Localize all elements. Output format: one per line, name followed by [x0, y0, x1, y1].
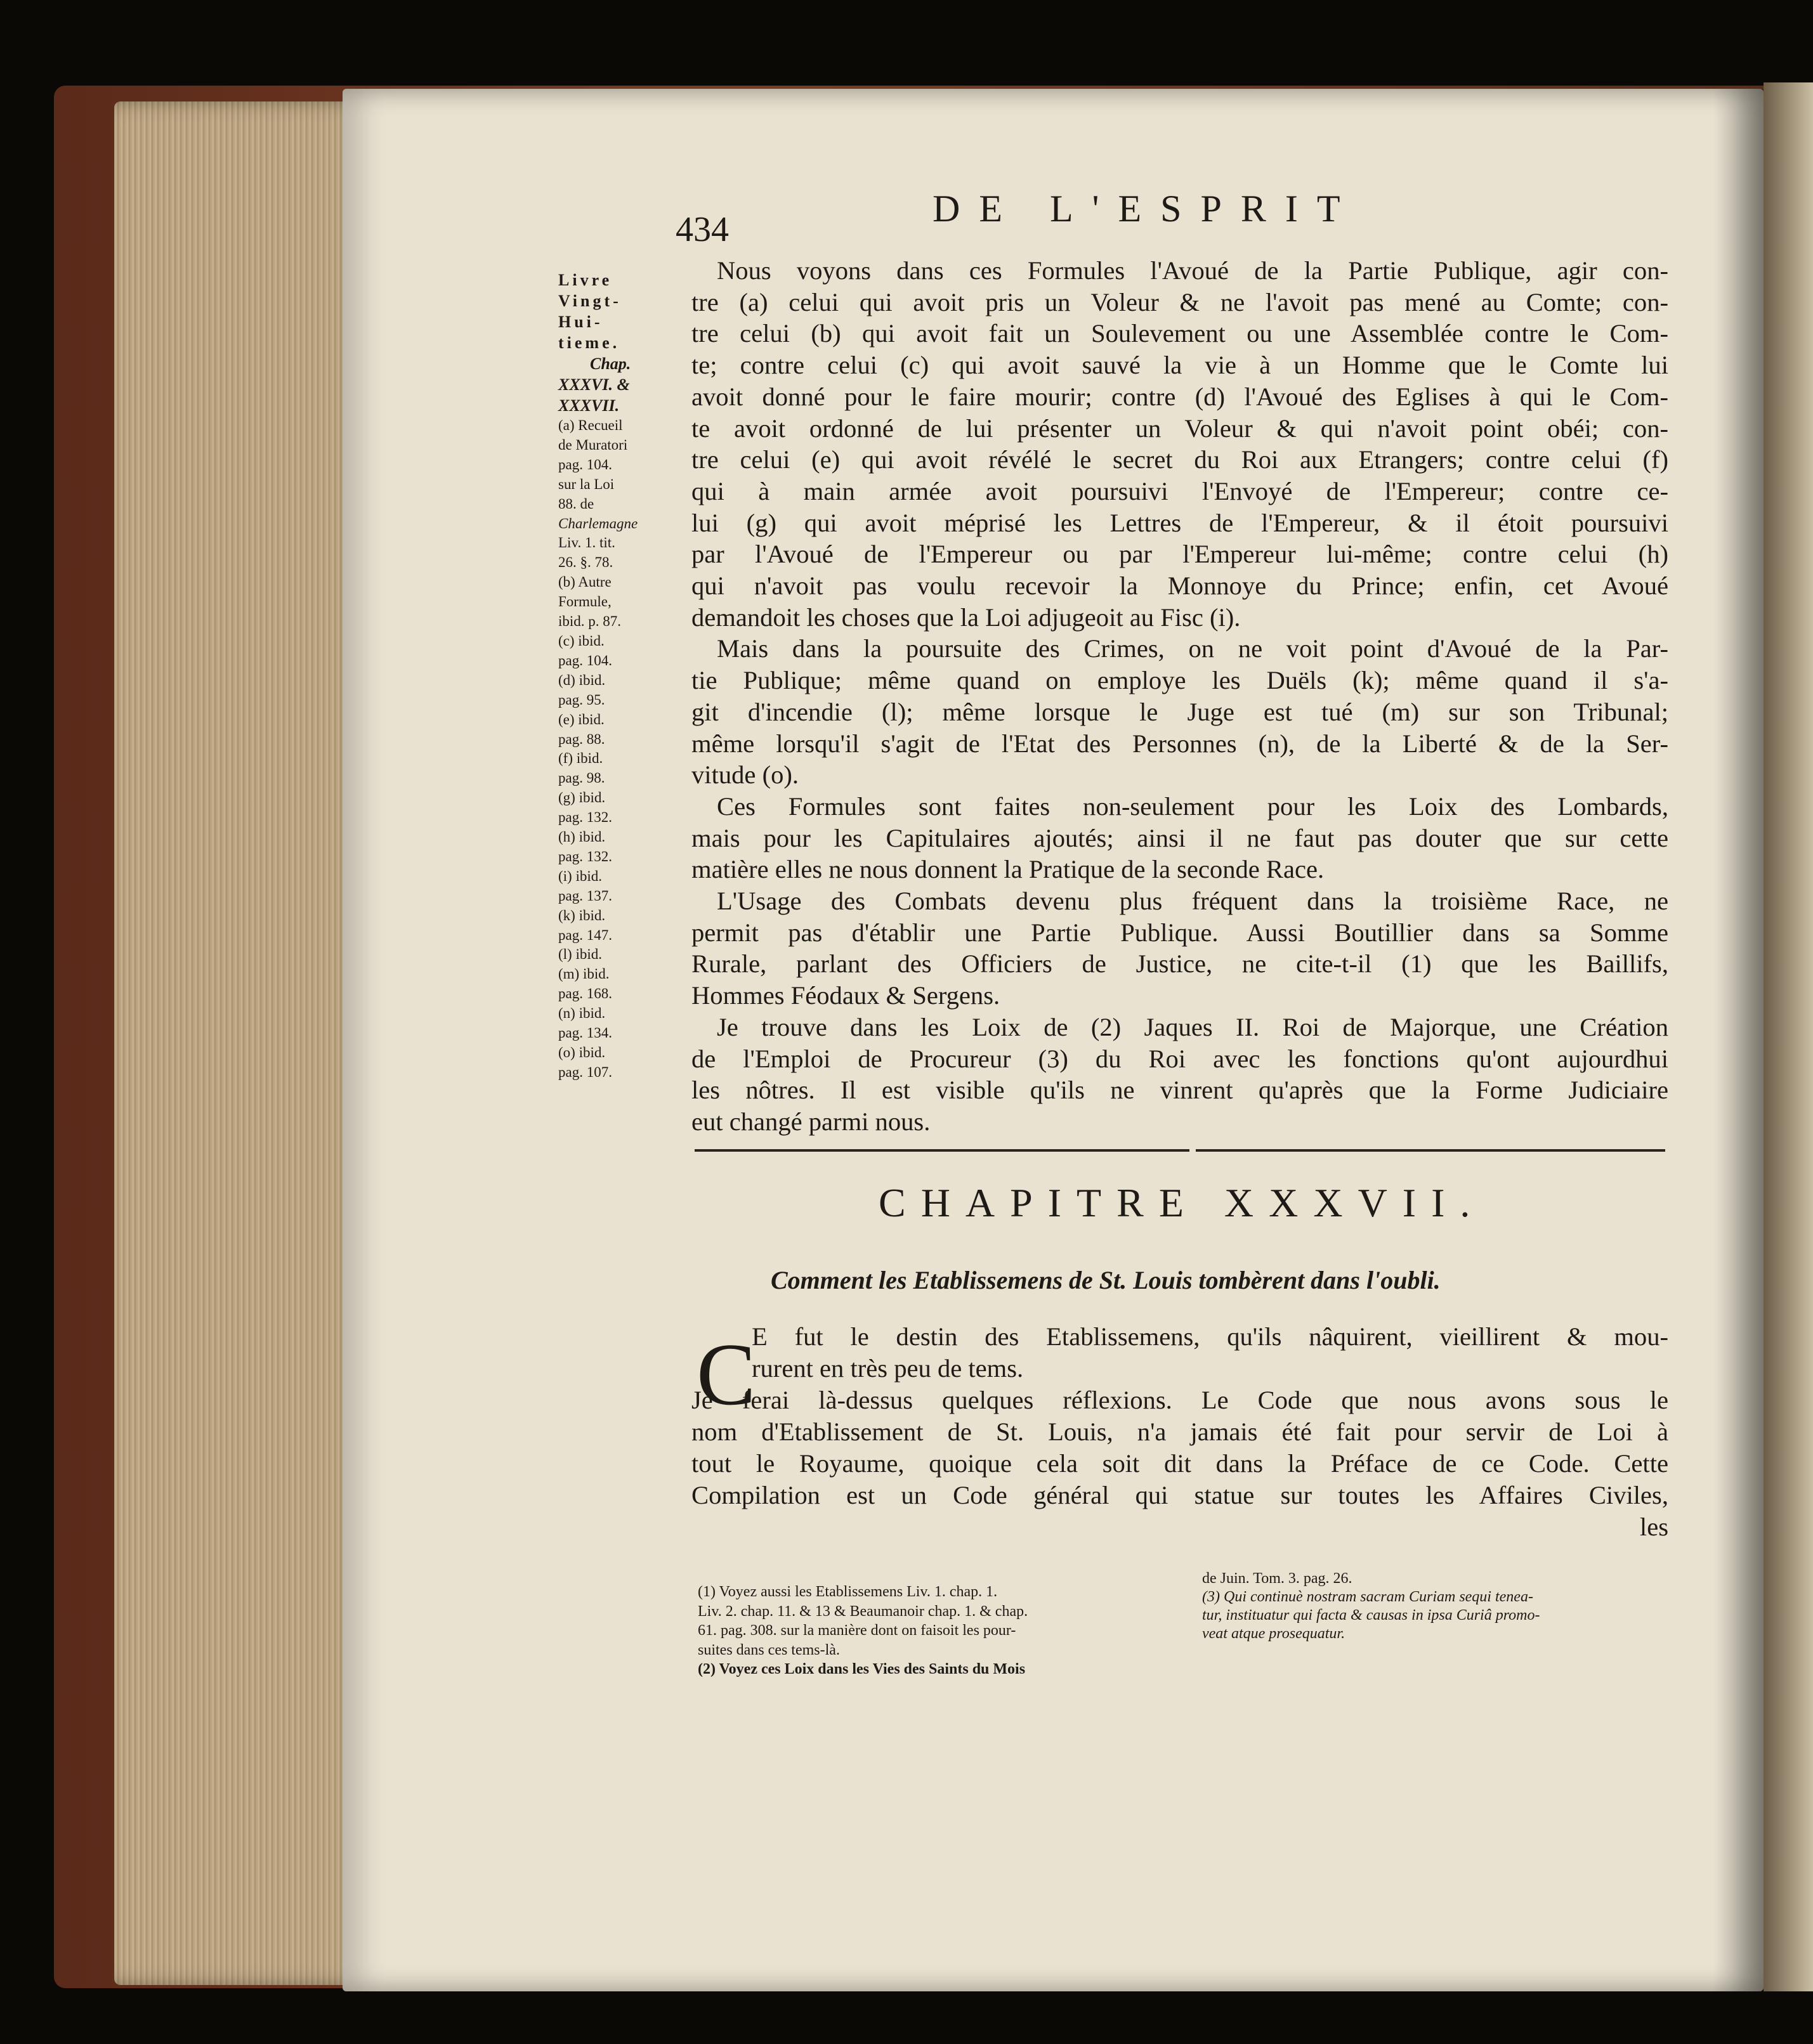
page-gutter	[1713, 89, 1770, 1991]
text-line: permit pas d'établir une Partie Publique. Aussi Boutillier dans sa Somme	[691, 918, 1668, 947]
text-line: L'Usage des Combats devenu plus fréquent dans la troisième Race, ne	[717, 887, 1668, 916]
text-line: qui n'avoit pas voulu recevoir la Monnoye du Prince; enfin, cet Avoué	[691, 571, 1668, 601]
text-line: mais pour les Capitulaires ajoutés; ainsi il ne faut pas douter que sur cette	[691, 823, 1668, 852]
margin-note: (c) ibid.	[558, 632, 605, 649]
margin-note: (k) ibid.	[558, 907, 606, 923]
text-line: par l'Avoué de l'Empereur ou par l'Empereur lui-même; contre celui (h)	[691, 540, 1668, 569]
footnote-line: veat atque prosequatur.	[1202, 1625, 1345, 1642]
text-line: eut changé parmi nous.	[691, 1107, 931, 1136]
margin-note: Chap.	[590, 355, 631, 373]
text-line: avoit donné pour le faire mourir; contre (d) l'Avoué des Eglises à qui le Com-	[691, 382, 1668, 411]
margin-note: de Muratori	[558, 436, 628, 453]
margin-note: pag. 88.	[558, 731, 605, 747]
chapter-subtitle: Comment les Etablissemens de St. Louis tombèrent dans l'oubli.	[771, 1266, 1441, 1294]
text-line: te; contre celui (c) qui avoit sauvé la vie à un Homme que le Comte lui	[691, 351, 1668, 380]
catchword: les	[1639, 1513, 1668, 1541]
text-line: qui à main armée avoit poursuivi l'Envoyé de l'Empereur; contre ce-	[691, 476, 1668, 505]
margin-note: (b) Autre	[558, 574, 612, 590]
footnote-line: (1) Voyez aussi les Etablissemens Liv. 1. chap. 1.	[698, 1584, 998, 1600]
margin-note: (m) ibid.	[558, 966, 610, 982]
margin-note: (a) Recueil	[558, 417, 623, 433]
text-line: te avoit ordonné de lui présenter un Voleur & qui n'avoit point obéi; con-	[691, 413, 1668, 443]
text-line: Je trouve dans les Loix de (2) Jaques II. Roi de Majorque, une Création	[717, 1012, 1668, 1041]
text-line: Ces Formules sont faites non-seulement pour les Loix des Lombards,	[717, 791, 1668, 821]
margin-note: Hui-	[558, 313, 603, 331]
margin-note: sur la Loi	[558, 476, 615, 492]
text-line: les nôtres. Il est visible qu'ils ne vinrent qu'après que la Forme Judiciaire	[691, 1076, 1668, 1105]
section-rule	[695, 1149, 1189, 1152]
text-line: Rurale, parlant des Officiers de Justice, ne cite-t-il (1) que les Baillifs,	[691, 949, 1668, 979]
text-line: tie Publique; même quand on employe les Duëls (k); même quand il s'a-	[691, 666, 1668, 695]
text-line: nom d'Etablissement de St. Louis, n'a jamais été fait pour servir de Loi à	[691, 1417, 1668, 1446]
margin-note: XXXVII.	[558, 396, 620, 415]
margin-note: Charlemagne	[558, 515, 638, 531]
text-line: E fut le destin des Etablissemens, qu'ils nâquirent, vieillirent & mou-	[752, 1322, 1668, 1351]
margin-note: pag. 168.	[558, 986, 612, 1002]
facing-page-edge	[1764, 82, 1813, 1991]
margin-note: Livre	[558, 271, 613, 289]
margin-note: (o) ibid.	[558, 1045, 606, 1060]
text-line: demandoit les choses que la Loi adjugeoit au Fisc (i).	[691, 602, 1241, 632]
text-line: git d'incendie (l); même lorsque le Juge est tué (m) sur son Tribunal;	[691, 697, 1668, 726]
margin-note: 26. §. 78.	[558, 554, 613, 571]
text-line: matière elles ne nous donnent la Pratique de la seconde Race.	[691, 855, 1325, 884]
section-rule	[1196, 1149, 1665, 1152]
margin-note: pag. 132.	[558, 809, 612, 826]
page-edges	[114, 101, 368, 1985]
margin-note: pag. 104.	[558, 456, 612, 472]
footnotes-left	[698, 1582, 1180, 1679]
text-line: même lorsqu'il s'agit de l'Etat des Personnes (n), de la Liberté & de la Ser-	[691, 729, 1668, 758]
margin-note: tieme.	[558, 334, 620, 352]
text-line: vitude (o).	[691, 760, 799, 790]
text-line: tre (a) celui qui avoit pris un Voleur & ne l'avoit pas mené au Comte; con-	[691, 287, 1668, 316]
margin-note: (h) ibid.	[558, 829, 606, 845]
margin-note: pag. 104.	[558, 652, 612, 668]
text-line: tre celui (e) qui avoit révélé le secret du Roi aux Etrangers; contre celui (f)	[691, 445, 1668, 474]
margin-note: 88. de	[558, 495, 594, 512]
text-line: Hommes Féodaux & Sergens.	[691, 981, 1000, 1010]
margin-note: pag. 132.	[558, 848, 612, 864]
text-line: Mais dans la poursuite des Crimes, on ne voit point d'Avoué de la Par-	[717, 634, 1668, 663]
footnote-line: (2) Voyez ces Loix dans les Vies des Saints du Mois	[698, 1661, 1026, 1677]
margin-note: pag. 134.	[558, 1025, 612, 1041]
text-line: tre celui (b) qui avoit fait un Soulevement ou une Assemblée contre le Com-	[691, 319, 1668, 348]
margin-note: (f) ibid.	[558, 750, 603, 767]
footnotes-right	[1202, 1570, 1672, 1643]
footnote-line: de Juin. Tom. 3. pag. 26.	[1202, 1570, 1352, 1587]
margin-note: pag. 137.	[558, 887, 612, 904]
margin-note: (d) ibid.	[558, 672, 606, 688]
margin-note: ibid. p. 87.	[558, 613, 622, 630]
margin-note: Vingt-	[558, 292, 622, 310]
chapter-text	[691, 1321, 1668, 1543]
footnote-line: suites dans ces tems-là.	[698, 1641, 840, 1658]
text-line: Nous voyons dans ces Formules l'Avoué de la Partie Publique, agir con-	[717, 256, 1668, 285]
text-line: lui (g) qui avoit méprisé les Lettres de l'Empereur, & il étoit poursuivi	[691, 508, 1668, 537]
footnote-line: Liv. 2. chap. 11. & 13 & Beaumanoir chap. 1. & chap.	[698, 1603, 1028, 1620]
margin-note: XXXVI. &	[558, 375, 630, 394]
margin-notes	[558, 270, 688, 1083]
footnote-line: (3) Qui continuè nostram sacram Curiam sequi tenea-	[1202, 1589, 1533, 1605]
margin-note: (g) ibid.	[558, 790, 606, 806]
footnote-line: 61. pag. 308. sur la manière dont on faisoit les pour-	[698, 1622, 1016, 1639]
margin-note: (e) ibid.	[558, 711, 605, 727]
margin-note: (i) ibid.	[558, 868, 602, 884]
chapter-title: CHAPITRE XXXVII.	[879, 1180, 1486, 1225]
margin-note: pag. 98.	[558, 770, 605, 786]
drop-cap: C	[697, 1325, 756, 1424]
margin-note: pag. 95.	[558, 691, 605, 708]
text-line: tout le Royaume, quoique cela soit dit dans la Préface de ce Code. Cette	[691, 1449, 1668, 1478]
margin-note: Liv. 1. tit.	[558, 535, 615, 551]
text-line: de l'Emploi de Procureur (3) du Roi avec les fonctions qu'ont aujourdhui	[691, 1044, 1668, 1073]
margin-note: Formule,	[558, 594, 612, 610]
page-number: 434	[676, 210, 729, 249]
footnote-line: tur, instituatur qui facta & causas in ipsa Curiâ promo-	[1202, 1607, 1540, 1624]
margin-note: pag. 147.	[558, 927, 612, 943]
body-text	[691, 255, 1668, 1138]
running-head: DE L'ESPRIT	[933, 188, 1359, 230]
text-line: rurent en très peu de tems.	[752, 1354, 1024, 1383]
margin-note: (n) ibid.	[558, 1005, 606, 1022]
text-line: Je ferai là-dessus quelques réflexions. Le Code que nous avons sous le	[691, 1386, 1668, 1414]
margin-note: (l) ibid.	[558, 946, 602, 963]
text-line: Compilation est un Code général qui statue sur toutes les Affaires Civiles,	[691, 1481, 1668, 1509]
margin-note: pag. 107.	[558, 1064, 612, 1080]
